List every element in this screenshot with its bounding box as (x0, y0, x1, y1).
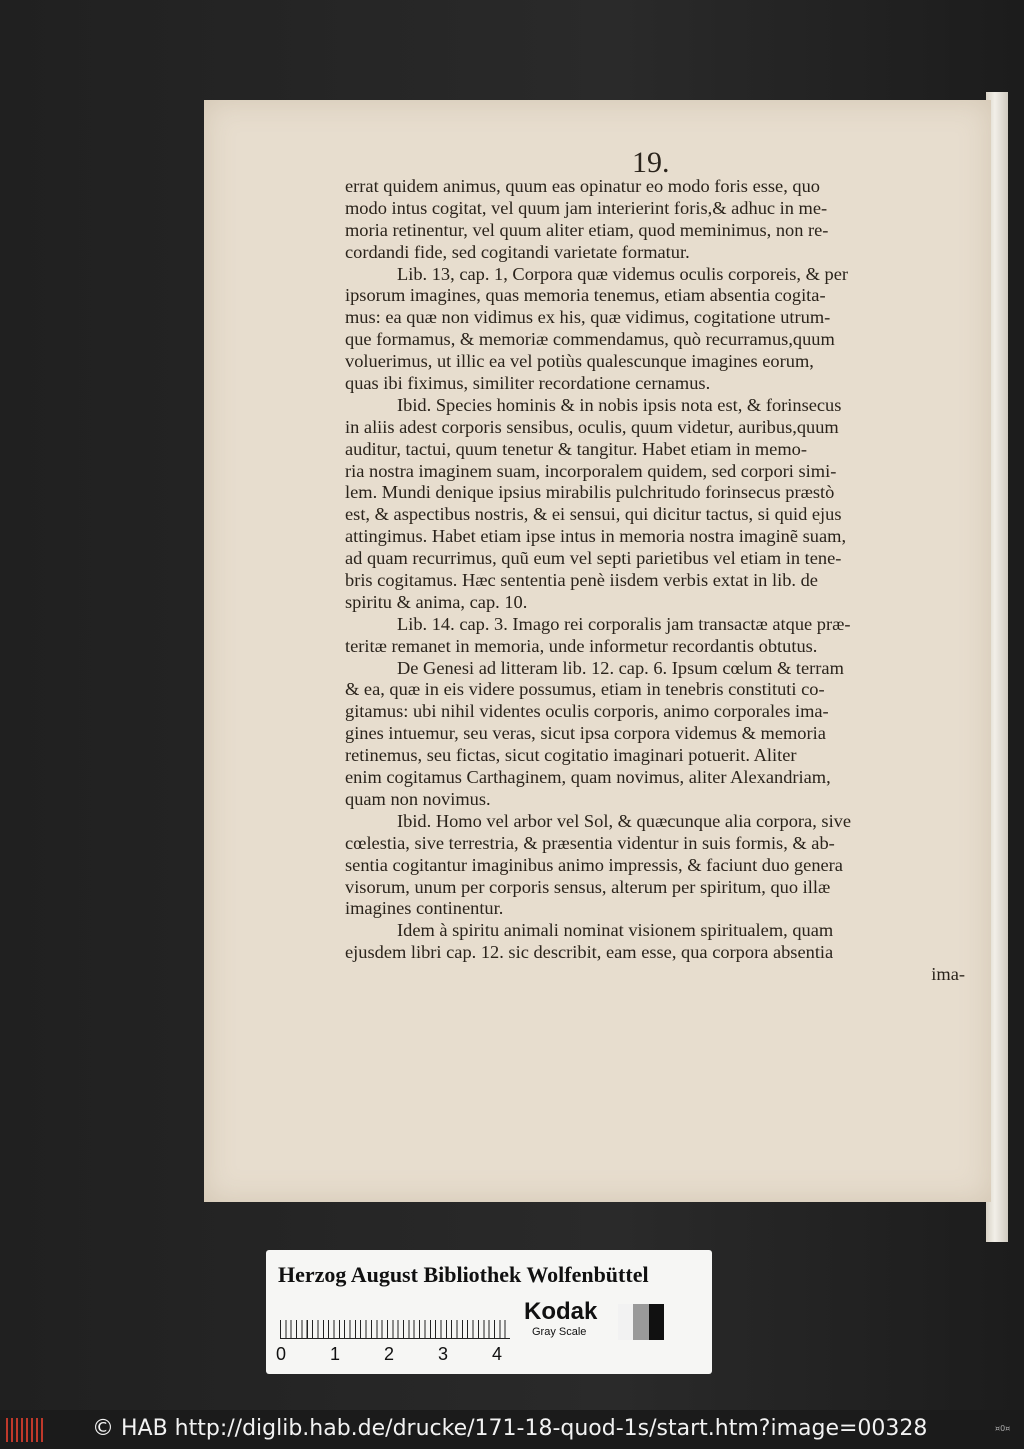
text-line: Idem à spiritu animali nominat visionem spiritualem, quam (397, 920, 834, 941)
page-number: 19. (632, 146, 670, 179)
text-line: gines intuemur, seu veras, sicut ipsa corpora videmus & memoria (345, 723, 826, 744)
text-line: que formamus, & memoriæ commendamus, quò recurramus,quum (345, 329, 835, 350)
text-line: ipsorum imagines, quas memoria tenemus, etiam absentia cogita- (345, 285, 826, 306)
text-line: & ea, quæ in eis videre possumus, etiam in tenebris constituti co- (345, 679, 825, 700)
ruler-numbers (276, 1344, 516, 1368)
ruler-scale (280, 1310, 510, 1339)
kodak-label: Kodak (524, 1298, 598, 1325)
text-line: in aliis adest corporis sensibus, oculis, quum videtur, auribus,quum (345, 416, 839, 437)
text-line: bris cogitamus. Hæc sententia penè iisdem verbis extat in lib. de (345, 570, 818, 591)
text-line: ria nostra imaginem suam, incorporalem quidem, sed corpori simi- (345, 460, 837, 481)
text-line: modo intus cogitat, vel quum jam interierint foris,& adhuc in me- (345, 197, 828, 218)
grayscale-label: Gray Scale (532, 1326, 587, 1338)
gray-patch (618, 1304, 633, 1340)
text-line: auditur, tactui, quum tenetur & tangitur. Habet etiam in memo- (345, 438, 807, 459)
text-line: Ibid. Species hominis & in nobis ipsis nota est, & forinsecus (397, 394, 842, 415)
library-title: Herzog August Bibliothek Wolfenbüttel (278, 1262, 649, 1287)
text-line: gitamus: ubi nihil videntes oculis corporis, animo corporales ima- (345, 701, 829, 722)
gray-patches (618, 1304, 664, 1340)
catchword: ima- (931, 964, 965, 985)
text-line: imagines continentur. (345, 898, 504, 919)
footer-copyright-link[interactable]: © HAB http://diglib.hab.de/drucke/171-18-quod-1s/start.htm?image=00328 (92, 1416, 928, 1441)
footer-mark: ¤0¤ (995, 1424, 1011, 1433)
text-line: moria retinentur, vel quum aliter etiam, quod meminimus, non re- (345, 219, 829, 240)
text-line: Ibid. Homo vel arbor vel Sol, & quæcunque alia corpora, sive (397, 810, 852, 831)
text-line: visorum, unum per corporis sensus, alterum per spiritum, quo illæ (345, 876, 831, 897)
text-line: quam non novimus. (345, 788, 491, 809)
page-text (345, 176, 965, 986)
text-line: ejusdem libri cap. 12. sic describit, eam esse, qua corpora absentia (345, 942, 834, 963)
text-line: teritæ remanet in memoria, unde informetur recordantis obtutus. (345, 635, 818, 656)
ruler-number: 2 (384, 1344, 395, 1364)
text-line: errat quidem animus, quum eas opinatur eo modo foris esse, quo (345, 176, 820, 196)
text-line: Lib. 14. cap. 3. Imago rei corporalis jam transactæ atque præ- (397, 613, 851, 634)
ruler-number: 0 (276, 1344, 287, 1364)
ruler-number: 1 (330, 1344, 341, 1364)
text-line: voluerimus, ut illic ea vel potiùs qualescunque imagines eorum, (345, 351, 814, 372)
ruler-number: 4 (492, 1344, 503, 1364)
text-line: Lib. 13, cap. 1, Corpora quæ videmus oculis corporeis, & per (397, 263, 848, 284)
text-line: lem. Mundi denique ipsius mirabilis pulchritudo forinsecus præstò (345, 482, 835, 503)
text-line: cœlestia, sive terrestria, & præsentia videntur in suis formis, & ab- (345, 832, 835, 853)
book-page (204, 100, 991, 1202)
text-line: est, & aspectibus nostris, & ei sensui, qui dicitur tactus, si quid ejus (345, 504, 842, 525)
hab-logo-icon (6, 1418, 46, 1442)
gray-patch (633, 1304, 648, 1340)
footer-bar (0, 1410, 1024, 1449)
text-line: quas ibi fiximus, similiter recordatione cernamus. (345, 373, 711, 394)
text-line: cordandi fide, sed cogitandi varietate formatur. (345, 241, 690, 262)
text-line: attingimus. Habet etiam ipse intus in memoria nostra imaginẽ suam, (345, 526, 847, 547)
gray-patch (649, 1304, 664, 1340)
text-line: ad quam recurrimus, quũ eum vel septi parietibus vel etiam in tene- (345, 548, 842, 569)
text-line: sentia cogitantur imaginibus animo impressis, & faciunt duo genera (345, 854, 843, 875)
ruler-number: 3 (438, 1344, 449, 1364)
text-line: mus: ea quæ non vidimus ex his, quæ vidimus, cogitatione utrum- (345, 307, 831, 328)
text-line: enim cogitamus Carthaginem, quam novimus, aliter Alexandriam, (345, 767, 831, 788)
text-line: spiritu & anima, cap. 10. (345, 591, 528, 612)
text-line: De Genesi ad litteram lib. 12. cap. 6. Ipsum cœlum & terram (397, 657, 844, 678)
text-line: retinemus, seu fictas, sicut cogitatio imaginari potuerit. Aliter (345, 745, 797, 766)
color-target-card (266, 1250, 712, 1374)
